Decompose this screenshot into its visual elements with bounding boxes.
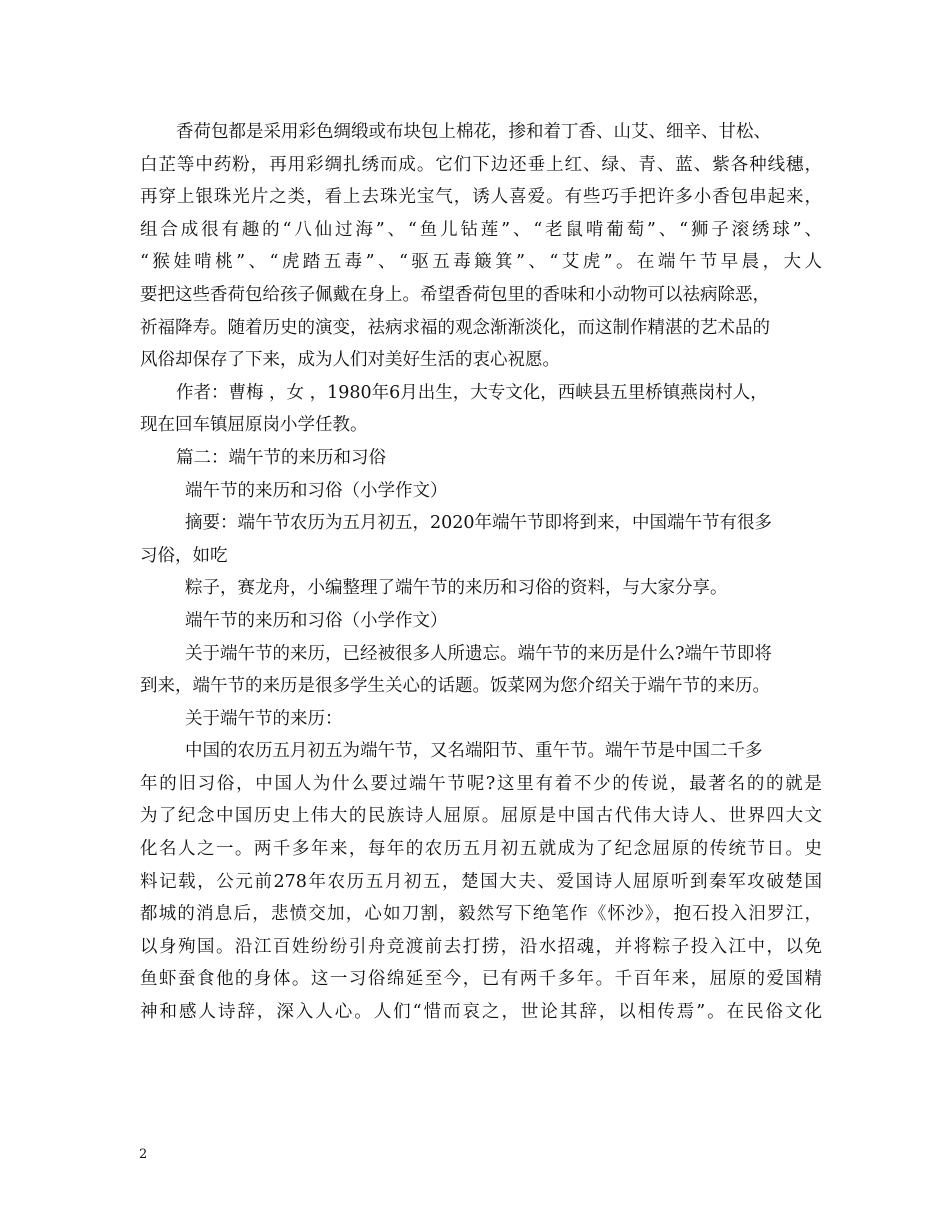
author-line: 作者：曹梅 ，女 ，1980年6月出生，大专文化，西峡县五里桥镇燕岗村人，	[176, 382, 768, 403]
text-line: 以身殉国。沿江百姓纷纷引舟竞渡前去打捞，沿水招魂，并将粽子投入江中，以免	[140, 936, 822, 957]
page-number: 2	[139, 1147, 148, 1162]
text-line: 现在回车镇屈原岗小学任教。	[140, 415, 368, 436]
abstract-line: 摘要：端午节农历为五月初五，2020年端午节即将到来，中国端午节有很多	[185, 513, 773, 534]
text-line: 粽子，赛龙舟，小编整理了端午节的来历和习俗的资料，与大家分享。	[185, 578, 728, 599]
text-line: 祈福降寿。随着历史的演变，祛病求福的观念渐渐淡化，而这制作精湛的艺术品的	[140, 317, 770, 338]
text-line: 中国的农历五月初五为端午节，又名端阳节、重午节。端午节是中国二千多	[185, 741, 763, 762]
text-line: 料记载，公元前278年农历五月初五，楚国大夫、爱国诗人屈原听到秦军攻破楚国	[140, 871, 822, 892]
text-line: 再穿上银珠光片之类，看上去珠光宝气，诱人喜爱。有些巧手把许多小香包串起来，	[140, 187, 822, 208]
subheading: 关于端午节的来历：	[185, 708, 343, 729]
text-line: 鱼虾蚕食他的身体。这一习俗绵延至今，已有两千多年。千百年来，屈原的爱国精	[140, 969, 822, 990]
text-line: 组合成很有趣的“八仙过海”、“鱼儿钻莲”、“老鼠啃葡萄”、“狮子滚绣球”、	[140, 219, 822, 240]
article-title: 端午节的来历和习俗（小学作文）	[185, 610, 448, 631]
text-line: 习俗，如吃	[140, 545, 228, 566]
text-line: 年的旧习俗，中国人为什么要过端午节呢?这里有着不少的传说，最著名的的就是	[140, 773, 822, 794]
text-line: 香荷包都是采用彩色绸缎或布块包上棉花，掺和着丁香、山艾、细辛、甘松、	[176, 122, 771, 142]
text-line: 关于端午节的来历，已经被很多人所遗忘。端午节的来历是什么?端午节即将	[185, 643, 772, 664]
text-line: 白芷等中药粉，再用彩绸扎绣而成。它们下边还垂上红、绿、青、蓝、紫各种线穗，	[140, 154, 822, 175]
text-line: 都城的消息后，悲愤交加，心如刀割，毅然写下绝笔作《怀沙》，抱石投入汨罗江，	[140, 904, 822, 925]
article-title: 端午节的来历和习俗（小学作文）	[185, 480, 448, 501]
text-line: 为了纪念中国历史上伟大的民族诗人屈原。屈原是中国古代伟大诗人、世界四大文	[140, 806, 822, 827]
text-line: 到来，端午节的来历是很多学生关心的话题。饭菜网为您介绍关于端午节的来历。	[140, 676, 770, 697]
document-body	[140, 116, 822, 1029]
text-line: 风俗却保存了下来，成为人们对美好生活的衷心祝愿。	[140, 350, 560, 371]
text-line: 化名人之一。两千多年来，每年的农历五月初五就成为了纪念屈原的传统节日。史	[140, 839, 822, 860]
text-line: 要把这些香荷包给孩子佩戴在身上。希望香荷包里的香味和小动物可以祛病除恶，	[140, 284, 770, 305]
section-heading: 篇二：端午节的来历和习俗	[176, 447, 386, 468]
text-line: 神和感人诗辞，深入人心。人们“惜而哀之，世论其辞，以相传焉”。在民俗文化	[140, 1002, 822, 1023]
text-line: “猴娃啃桃”、“虎踏五毒”、“驱五毒簸箕”、“艾虎”。在端午节早晨，大人	[140, 252, 822, 273]
